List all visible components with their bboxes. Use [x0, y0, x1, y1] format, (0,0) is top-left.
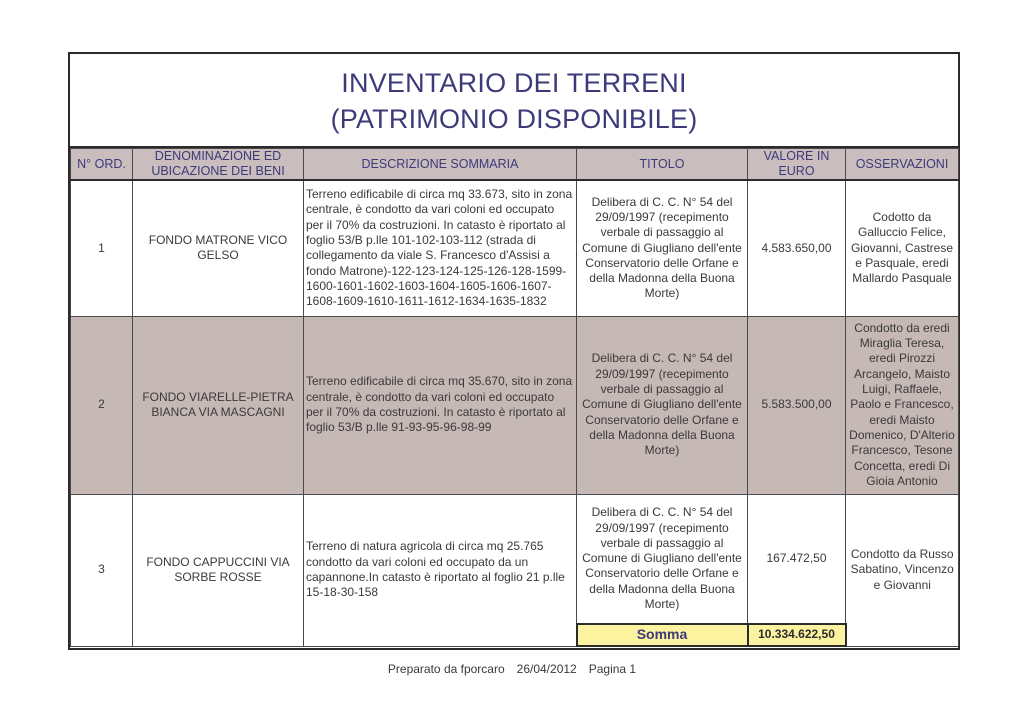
inventory-sheet: [68, 52, 960, 650]
table-row: [71, 494, 959, 624]
footer-date: 26/04/2012: [516, 662, 577, 676]
row-valore: 5.583.500,00: [748, 316, 846, 494]
row-titolo: Delibera di C. C. N° 54 del 29/09/1997 (recepimento verbale di passaggio al Comune di Giugliano dell'ente Conservatorio delle Orfane e della Madonna della Buona Morte): [577, 494, 748, 624]
row-valore: 167.472,50: [748, 494, 846, 624]
row-osservazioni: Codotto da Galluccio Felice, Giovanni, Castrese e Pasquale, eredi Mallardo Pasquale: [846, 180, 959, 316]
header-num: N° ORD.: [71, 149, 133, 181]
header-valore: VALORE IN EURO: [748, 149, 846, 181]
total-value: 10.334.622,50: [748, 624, 846, 646]
page-footer: [0, 662, 1024, 676]
row-osservazioni: Condotto da Russo Sabatino, Vincenzo e Giovanni: [846, 494, 959, 646]
row-valore: 4.583.650,00: [748, 180, 846, 316]
title-block: [70, 54, 958, 148]
row-descrizione: Terreno edificabile di circa mq 33.673, sito in zona centrale, è condotto da vari coloni ed occupato per il 70% da costruzioni. In catasto è riportato al foglio 53/B p.lle 101-102-103-112 (strada di collegamento da viale S. Francesco d'Assisi a fondo Matrone)-122-123-124-125-126-128-1599-1600-1601-1602-1603-1604-1605-1606-1607-1608-1609-1610-1611-1612-1634-1635-1832: [304, 180, 577, 316]
table-header-row: [71, 149, 959, 181]
header-titolo: TITOLO: [577, 149, 748, 181]
inventory-table: [70, 148, 959, 647]
row-descrizione: Terreno di natura agricola di circa mq 25.765 condotto da vari coloni ed occupato da un capannone.In catasto è riportato al foglio 21 p.lle 15-18-30-158: [304, 494, 577, 646]
page-subtitle: (PATRIMONIO DISPONIBILE): [330, 104, 698, 134]
row-titolo: Delibera di C. C. N° 54 del 29/09/1997 (recepimento verbale di passaggio al Comune di Giugliano dell'ente Conservatorio delle Orfane e della Madonna della Buona Morte): [577, 316, 748, 494]
row-num: 2: [71, 316, 133, 494]
header-osservazioni: OSSERVAZIONI: [846, 149, 959, 181]
header-descrizione: DESCRIZIONE SOMMARIA: [304, 149, 577, 181]
table-row: [71, 316, 959, 494]
row-titolo: Delibera di C. C. N° 54 del 29/09/1997 (recepimento verbale di passaggio al Comune di Giugliano dell'ente Conservatorio delle Orfane e della Madonna della Buona Morte): [577, 180, 748, 316]
footer-page: Pagina 1: [588, 662, 637, 676]
row-osservazioni: Condotto da eredi Miraglia Teresa, eredi Pirozzi Arcangelo, Maisto Luigi, Raffaele, Paolo e Francesco, eredi Maisto Domenico, D'Alterio Francesco, Tesone Concetta, eredi Di Gioia Antonio: [846, 316, 959, 494]
row-num: 3: [71, 494, 133, 646]
total-label: Somma: [577, 624, 748, 646]
row-num: 1: [71, 180, 133, 316]
row-denominazione: FONDO VIARELLE-PIETRA BIANCA VIA MASCAGNI: [133, 316, 304, 494]
page-title: INVENTARIO DEI TERRENI: [341, 68, 687, 98]
row-descrizione: Terreno edificabile di circa mq 35.670, sito in zona centrale, è condotto da vari coloni ed occupato per il 70% da costruzioni. In catasto è riportato al foglio 53/B p.lle 91-93-95-96-98-99: [304, 316, 577, 494]
row-denominazione: FONDO MATRONE VICO GELSO: [133, 180, 304, 316]
row-denominazione: FONDO CAPPUCCINI VIA SORBE ROSSE: [133, 494, 304, 646]
table-row: [71, 180, 959, 316]
header-denominazione: DENOMINAZIONE ED UBICAZIONE DEI BENI: [133, 149, 304, 181]
footer-prepared: Preparato da fporcaro: [387, 662, 505, 676]
